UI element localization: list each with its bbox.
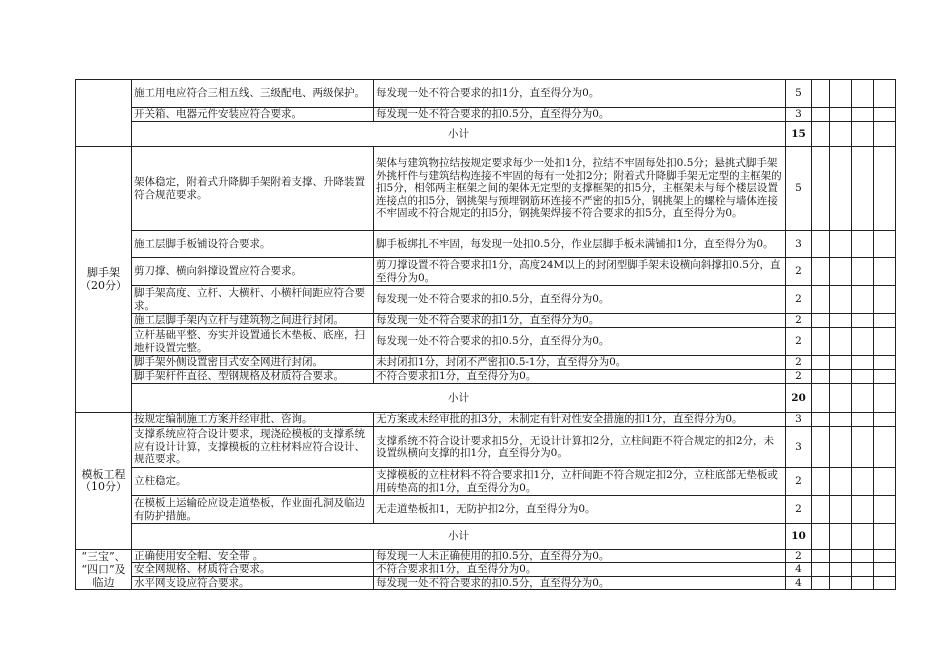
table-row (76, 231, 896, 258)
item-cell: 施工用电应符合三相五线、三级配电、两级保护。 (132, 80, 374, 108)
rule-cell: 每发现一处不符合要求的扣0.5分，直至得分为0。 (374, 328, 786, 356)
blank-cell (812, 427, 830, 468)
blank-cell (852, 550, 874, 563)
blank-cell (830, 356, 852, 370)
blank-cell (812, 413, 830, 427)
table-row (76, 496, 896, 524)
item-cell: 安全网规格、材质符合要求。 (132, 563, 374, 576)
blank-cell (812, 370, 830, 384)
blank-cell (874, 147, 896, 231)
blank-cell (852, 328, 874, 356)
score-cell: 5 (786, 80, 812, 108)
blank-cell (874, 550, 896, 563)
subtotal-row (76, 524, 896, 550)
blank-cell (830, 496, 852, 524)
blank-cell (812, 468, 830, 496)
blank-cell (812, 576, 830, 589)
score-cell: 2 (786, 314, 812, 328)
blank-cell (874, 384, 896, 413)
category-cell-scaffold (76, 147, 132, 413)
score-cell: 2 (786, 496, 812, 524)
blank-cell (812, 524, 830, 550)
blank-cell (874, 413, 896, 427)
table-row (76, 147, 896, 231)
rule-cell: 每发现一人未正确使用的扣0.5分，直至得分为0。 (374, 550, 786, 563)
item-cell: 按规定编制施工方案并经审批、咨询。 (132, 413, 374, 427)
blank-cell (852, 258, 874, 286)
blank-cell (830, 80, 852, 108)
blank-cell (852, 122, 874, 147)
category-line: “三宝”、 (81, 550, 126, 564)
blank-cell (830, 550, 852, 563)
blank-cell (812, 384, 830, 413)
table-row (76, 286, 896, 314)
item-cell: 脚手架高度、立杆、大横杆、小横杆间距应符合要求。 (132, 286, 374, 314)
blank-cell (812, 550, 830, 563)
blank-cell (852, 576, 874, 589)
blank-cell (852, 468, 874, 496)
item-cell: 在模板上运输砼应设走道垫板，作业面孔洞及临边有防护措施。 (132, 496, 374, 524)
blank-cell (852, 108, 874, 122)
blank-cell (874, 108, 896, 122)
table-row (76, 314, 896, 328)
score-cell: 4 (786, 576, 812, 589)
rule-cell: 脚手板绑扎不牢固，每发现一处扣0.5分，作业层脚手板未满铺扣1分，直至得分为0。 (374, 231, 786, 258)
table-row (76, 108, 896, 122)
subtotal-label: 小计 (132, 384, 786, 413)
subtotal-score: 10 (786, 524, 812, 550)
rule-cell: 架体与建筑物拉结按规定要求每少一处扣1分，拉结不牢固每处扣0.5分；悬挑式脚手架外挑杆件与建筑结构连接不牢固的每有一处扣2分；附着式升降脚手架无定型的主框架的扣5分，相邻两主框架之间的架体无定型的支撑框架的扣5分，主框架未与每个楼层设置连接点的扣5分，钢挑架与预埋钢筋环连接不严密的扣5分，钢挑架上的螺栓与墙体连接不牢固或不符合规定的扣5分，钢挑架焊接不符合要求的扣5分，直至得分为0。 (374, 147, 786, 231)
rule-cell: 每发现一处不符合要求的扣1分，直至得分为0。 (374, 80, 786, 108)
blank-cell (830, 328, 852, 356)
blank-cell (812, 231, 830, 258)
score-cell: 4 (786, 563, 812, 576)
blank-cell (830, 563, 852, 576)
blank-cell (812, 258, 830, 286)
score-cell: 2 (786, 468, 812, 496)
blank-cell (852, 370, 874, 384)
blank-cell (830, 122, 852, 147)
score-cell: 2 (786, 286, 812, 314)
blank-cell (852, 384, 874, 413)
blank-cell (830, 370, 852, 384)
blank-cell (830, 147, 852, 231)
blank-cell (812, 356, 830, 370)
rule-cell: 无走道垫板扣1，无防护扣2分，直至得分为0。 (374, 496, 786, 524)
rule-cell: 每发现一处不符合要求的扣0.5分，直至得分为0。 (374, 286, 786, 314)
subtotal-label: 小计 (132, 122, 786, 147)
subtotal-score: 20 (786, 384, 812, 413)
blank-cell (874, 80, 896, 108)
blank-cell (874, 286, 896, 314)
blank-cell (852, 427, 874, 468)
blank-cell (830, 427, 852, 468)
blank-cell (830, 108, 852, 122)
table-row (76, 413, 896, 427)
table-row (76, 576, 896, 589)
blank-cell (812, 108, 830, 122)
blank-cell (852, 496, 874, 524)
category-cell-formwork (76, 413, 132, 550)
blank-cell (812, 563, 830, 576)
item-cell: 施工层脚手板铺设符合要求。 (132, 231, 374, 258)
item-cell: 支撑系统应符合设计要求，现浇砼模板的支撑系统应有设计计算，支撑模板的立柱材料应符合设计、规范要求。 (132, 427, 374, 468)
blank-cell (812, 122, 830, 147)
blank-cell (852, 524, 874, 550)
subtotal-row (76, 384, 896, 413)
item-cell: 水平网支设应符合要求。 (132, 576, 374, 589)
blank-cell (874, 356, 896, 370)
rule-cell: 支撑模板的立柱材料不符合要求扣1分，立杆间距不符合规定扣2分，立柱底部无垫板或用砖垫高的扣1分，直至得分为0。 (374, 468, 786, 496)
blank-cell (852, 413, 874, 427)
table-row (76, 258, 896, 286)
table-row (76, 328, 896, 356)
table-row (76, 80, 896, 108)
score-cell: 3 (786, 231, 812, 258)
category-points: （20分） (80, 278, 127, 292)
rule-cell: 不符合要求扣1分，直至得分为0。 (374, 563, 786, 576)
rule-cell: 剪刀撑设置不符合要求扣1分，高度24M以上的封闭型脚手架未设横向斜撑扣0.5分，直至得分为0。 (374, 258, 786, 286)
blank-cell (812, 314, 830, 328)
subtotal-score: 15 (786, 122, 812, 147)
item-cell: 脚手架外侧设置密目式安全网进行封闭。 (132, 356, 374, 370)
category-name: 脚手架 (87, 266, 120, 280)
blank-cell (874, 427, 896, 468)
blank-cell (830, 384, 852, 413)
item-cell: 开关箱、电器元件安装应符合要求。 (132, 108, 374, 122)
score-cell: 2 (786, 356, 812, 370)
category-line: “四口”及 (81, 563, 126, 577)
blank-cell (852, 314, 874, 328)
blank-cell (830, 576, 852, 589)
table-row (76, 370, 896, 384)
table-row (76, 468, 896, 496)
item-cell: 剪刀撑、横向斜撑设置应符合要求。 (132, 258, 374, 286)
blank-cell (874, 496, 896, 524)
category-line: 临边 (92, 576, 115, 590)
blank-cell (874, 576, 896, 589)
blank-cell (830, 413, 852, 427)
rule-cell: 未封闭扣1分，封闭不严密扣0.5-1分，直至得分为0。 (374, 356, 786, 370)
rule-cell: 支撑系统不符合设计要求扣5分，无设计计算扣2分，立柱间距不符合规定的扣2分，未设置纵横向支撑的扣1分，直至得分为0。 (374, 427, 786, 468)
table-row (76, 550, 896, 563)
item-cell: 架体稳定，附着式升降脚手架附着支撑、升降装置符合规范要求。 (132, 147, 374, 231)
blank-cell (812, 328, 830, 356)
subtotal-label: 小计 (132, 524, 786, 550)
score-cell: 3 (786, 413, 812, 427)
blank-cell (852, 80, 874, 108)
blank-cell (874, 468, 896, 496)
blank-cell (830, 468, 852, 496)
category-cell-edge (76, 550, 132, 590)
blank-cell (874, 370, 896, 384)
blank-cell (830, 314, 852, 328)
blank-cell (812, 286, 830, 314)
blank-cell (874, 314, 896, 328)
score-cell: 3 (786, 427, 812, 468)
blank-cell (874, 122, 896, 147)
item-cell: 立杆基础平整、夯实并设置通长木垫板、底座，扫地杆设置完整。 (132, 328, 374, 356)
category-cell-power (76, 80, 132, 147)
blank-cell (874, 258, 896, 286)
item-cell: 正确使用安全帽、安全带 。 (132, 550, 374, 563)
blank-cell (874, 328, 896, 356)
blank-cell (830, 231, 852, 258)
blank-cell (852, 286, 874, 314)
blank-cell (852, 147, 874, 231)
rule-cell: 不符合要求扣1分，直至得分为0。 (374, 370, 786, 384)
category-points: （10分） (80, 480, 127, 493)
score-cell: 3 (786, 108, 812, 122)
rule-cell: 每发现一处不符合要求的扣0.5分，直至得分为0。 (374, 108, 786, 122)
blank-cell (830, 258, 852, 286)
item-cell: 施工层脚手架内立杆与建筑物之间进行封闭。 (132, 314, 374, 328)
score-cell: 2 (786, 370, 812, 384)
blank-cell (852, 356, 874, 370)
rule-cell: 每发现一处不符合要求的扣1分，直至得分为0。 (374, 314, 786, 328)
scoring-table (75, 79, 896, 590)
item-cell: 脚手架杆件直径、型钢规格及材质符合要求。 (132, 370, 374, 384)
blank-cell (830, 524, 852, 550)
score-cell: 5 (786, 147, 812, 231)
table-row (76, 427, 896, 468)
subtotal-row (76, 122, 896, 147)
table-row (76, 356, 896, 370)
score-cell: 2 (786, 550, 812, 563)
blank-cell (812, 147, 830, 231)
blank-cell (874, 231, 896, 258)
blank-cell (874, 524, 896, 550)
rule-cell: 每发现一处不符合要求的扣0.5分，直至得分为0。 (374, 576, 786, 589)
item-cell: 立柱稳定。 (132, 468, 374, 496)
blank-cell (812, 496, 830, 524)
blank-cell (852, 563, 874, 576)
blank-cell (874, 563, 896, 576)
category-name: 模板工程 (81, 467, 126, 481)
table-row (76, 563, 896, 576)
score-cell: 2 (786, 258, 812, 286)
blank-cell (812, 80, 830, 108)
blank-cell (830, 286, 852, 314)
rule-cell: 无方案或未经审批的扣3分，未制定有针对性安全措施的扣1分，直至得分为0。 (374, 413, 786, 427)
blank-cell (852, 231, 874, 258)
score-cell: 2 (786, 328, 812, 356)
